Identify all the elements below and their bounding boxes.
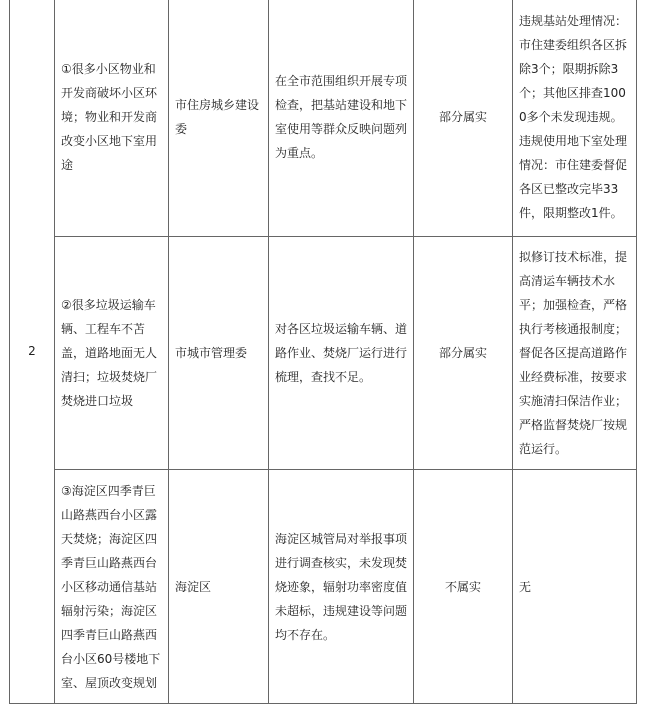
table-row <box>10 470 637 704</box>
handling-cell: 拟修订技术标准，提高清运车辆技术水平；加强检查，严格执行考核通报制度；督促各区提高道路作业经费标准，按要求实施清扫保洁作业；严格监督焚烧厂按规范运行。 <box>513 237 637 470</box>
issue-cell: ①很多小区物业和开发商破坏小区环境；物业和开发商改变小区地下室用途 <box>55 0 169 237</box>
group-index-cell <box>10 0 55 704</box>
issue-cell: ②很多垃圾运输车辆、工程车不苫盖，道路地面无人清扫；垃圾焚烧厂焚烧进口垃圾 <box>55 237 169 470</box>
table-row <box>10 0 637 237</box>
department-cell: 市城市管理委 <box>169 237 269 470</box>
verification-cell: 海淀区城管局对举报事项进行调查核实，未发现焚烧迹象，辐射功率密度值未超标，违规建设等问题均不存在。 <box>269 470 414 704</box>
handling-cell: 违规基站处理情况：市住建委组织各区拆除3个；限期拆除3个；其他区排查1000多个未发现违规。违规使用地下室处理情况：市住建委督促各区已整改完毕33件，限期整改1件。 <box>513 0 637 237</box>
finding-cell: 部分属实 <box>414 237 513 470</box>
verification-cell: 对各区垃圾运输车辆、道路作业、焚烧厂运行进行梳理，查找不足。 <box>269 237 414 470</box>
handling-cell: 无 <box>513 470 637 704</box>
table-row <box>10 237 637 470</box>
finding-cell: 不属实 <box>414 470 513 704</box>
group-index: 2 <box>28 343 36 358</box>
complaint-table <box>9 0 637 704</box>
verification-cell: 在全市范围组织开展专项检查，把基站建设和地下室使用等群众反映问题列为重点。 <box>269 0 414 237</box>
issue-cell: ③海淀区四季青巨山路燕西台小区露天焚烧；海淀区四季青巨山路燕西台小区移动通信基站辐射污染；海淀区四季青巨山路燕西台小区60号楼地下室、屋顶改变规划 <box>55 470 169 704</box>
department-cell: 市住房城乡建设委 <box>169 0 269 237</box>
department-cell: 海淀区 <box>169 470 269 704</box>
finding-cell: 部分属实 <box>414 0 513 237</box>
